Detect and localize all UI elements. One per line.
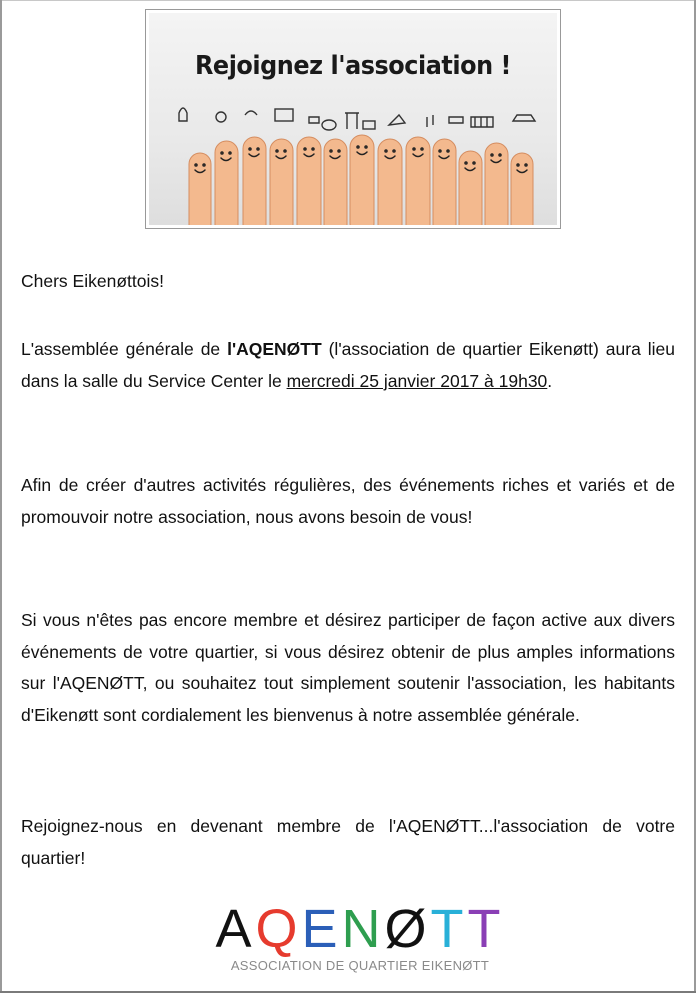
music-sheet-icon [389,115,405,125]
logo-letter: N [341,899,385,959]
organization-name: l'AQENØTT [227,339,322,359]
assembly-text-middle: (l'association de quartier Eikenøtt) aura lieu dans la salle du Service Center le [21,339,675,391]
head-icon [216,112,226,122]
aqenott-logo [190,898,530,984]
logo-wordmark [190,898,530,960]
page-border-left [0,0,2,993]
letter-paragraph-assembly [21,334,675,397]
vase-icon [179,108,187,121]
letter-greeting: Chers Eikenøttois! [21,271,164,291]
banner-image [145,9,561,229]
music-note-icon [427,115,433,127]
banner-illustration [149,13,557,225]
banner-title: Rejoignez l'association ! [194,51,512,81]
logo-letter: T [430,899,468,959]
logo-letter: T [467,899,505,959]
wolf-icon [513,115,535,121]
logo-letter: E [301,899,342,959]
sport-icon [449,117,463,123]
letter-paragraph-join: Rejoignez-nous en devenant membre de l'AQENØTT...l'association de votre quartier! [21,816,675,868]
column-icon [345,113,359,129]
assembly-text-end: . [547,370,553,391]
letter-paragraph-invitation: Si vous n'êtes pas encore membre et désirez participer de façon active aux divers événements de votre quartier, si vous désirez obtenir de plus amples informations sur l'AQENØTT, ou souhaitez tout simplement soutenir l'association, les habitants d'Eikenøtt sont cordialement les bienvenus à notre assemblée générale. [21,610,675,725]
logo-letter: A [215,899,256,959]
logo-letter: Ø [384,899,431,959]
letter-paragraph-need: Afin de créer d'autres activités régulières, des événements riches et variés et de promouvoir notre association, nous avons besoin de vous! [21,475,675,527]
meeting-date: mercredi 25 janvier 2017 à 19h30 [286,370,548,391]
bubble-icon [322,120,336,130]
phone-icon [245,111,257,115]
colosseum-icon [471,117,493,127]
book-icon [309,117,319,123]
page-border-top [0,0,696,1]
logo-letter: Q [255,899,302,959]
assembly-text-start: L'assemblée générale de [21,339,228,359]
logo-subtitle: ASSOCIATION DE QUARTIER EIKENØTT [230,958,490,973]
fingers-illustration [149,13,557,225]
painting-icon [275,109,293,121]
camera-icon [363,121,375,129]
